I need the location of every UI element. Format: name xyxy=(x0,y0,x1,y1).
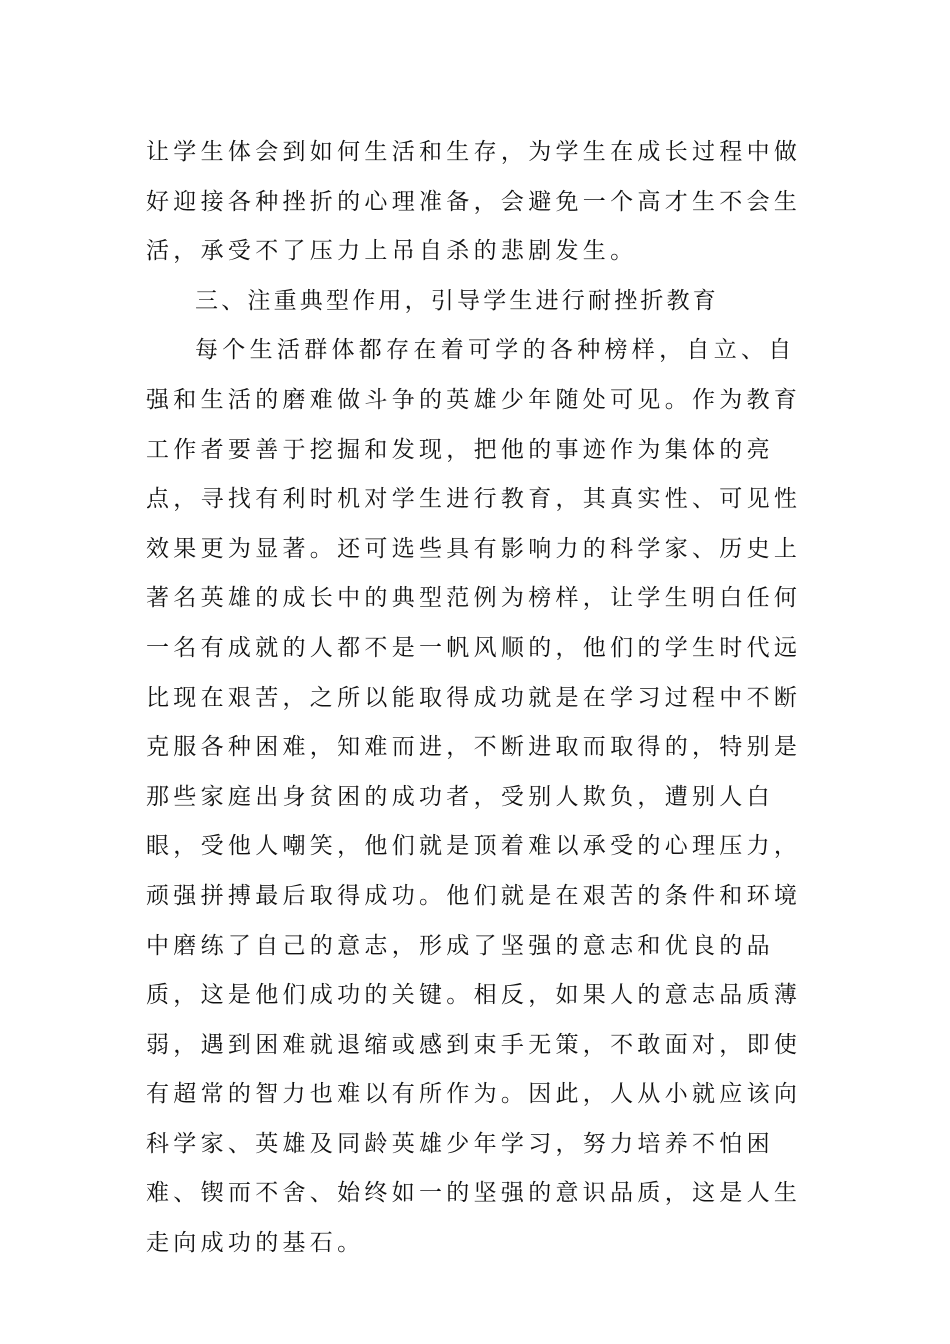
document-body xyxy=(146,128,808,1269)
continuation-paragraph: 让学生体会到如何生活和生存，为学生在成长过程中做好迎接各种挫折的心理准备，会避免一个高才生不会生活，承受不了压力上吊自杀的悲剧发生。 xyxy=(146,139,802,265)
section-heading: 三、注重典型作用，引导学生进行耐挫折教育 xyxy=(195,287,719,314)
body-paragraph: 每个生活群体都存在着可学的各种榜样，自立、自强和生活的磨难做斗争的英雄少年随处可见。作为教育工作者要善于挖掘和发现，把他的事迹作为集体的亮点，寻找有利时机对学生进行教育，其真实性、可见性效果更为显著。还可选些具有影响力的科学家、历史上著名英雄的成长中的典型范例为榜样，让学生明白任何一名有成就的人都不是一帆风顺的，他们的学生时代远比现在艰苦，之所以能取得成功就是在学习过程中不断克服各种困难，知难而进，不断进取而取得的，特别是那些家庭出身贫困的成功者，受别人欺负，遭别人白眼，受他人嘲笑，他们就是顶着难以承受的心理压力，顽强拼搏最后取得成功。他们就是在艰苦的条件和环境中磨练了自己的意志，形成了坚强的意志和优良的品质，这是他们成功的关键。相反，如果人的意志品质薄弱，遇到困难就退缩或感到束手无策，不敢面对，即使有超常的智力也难以有所作为。因此，人从小就应该向科学家、英雄及同龄英雄少年学习，努力培养不怕困难、锲而不舍、始终如一的坚强的意识品质，这是人生走向成功的基石。 xyxy=(146,337,802,1257)
